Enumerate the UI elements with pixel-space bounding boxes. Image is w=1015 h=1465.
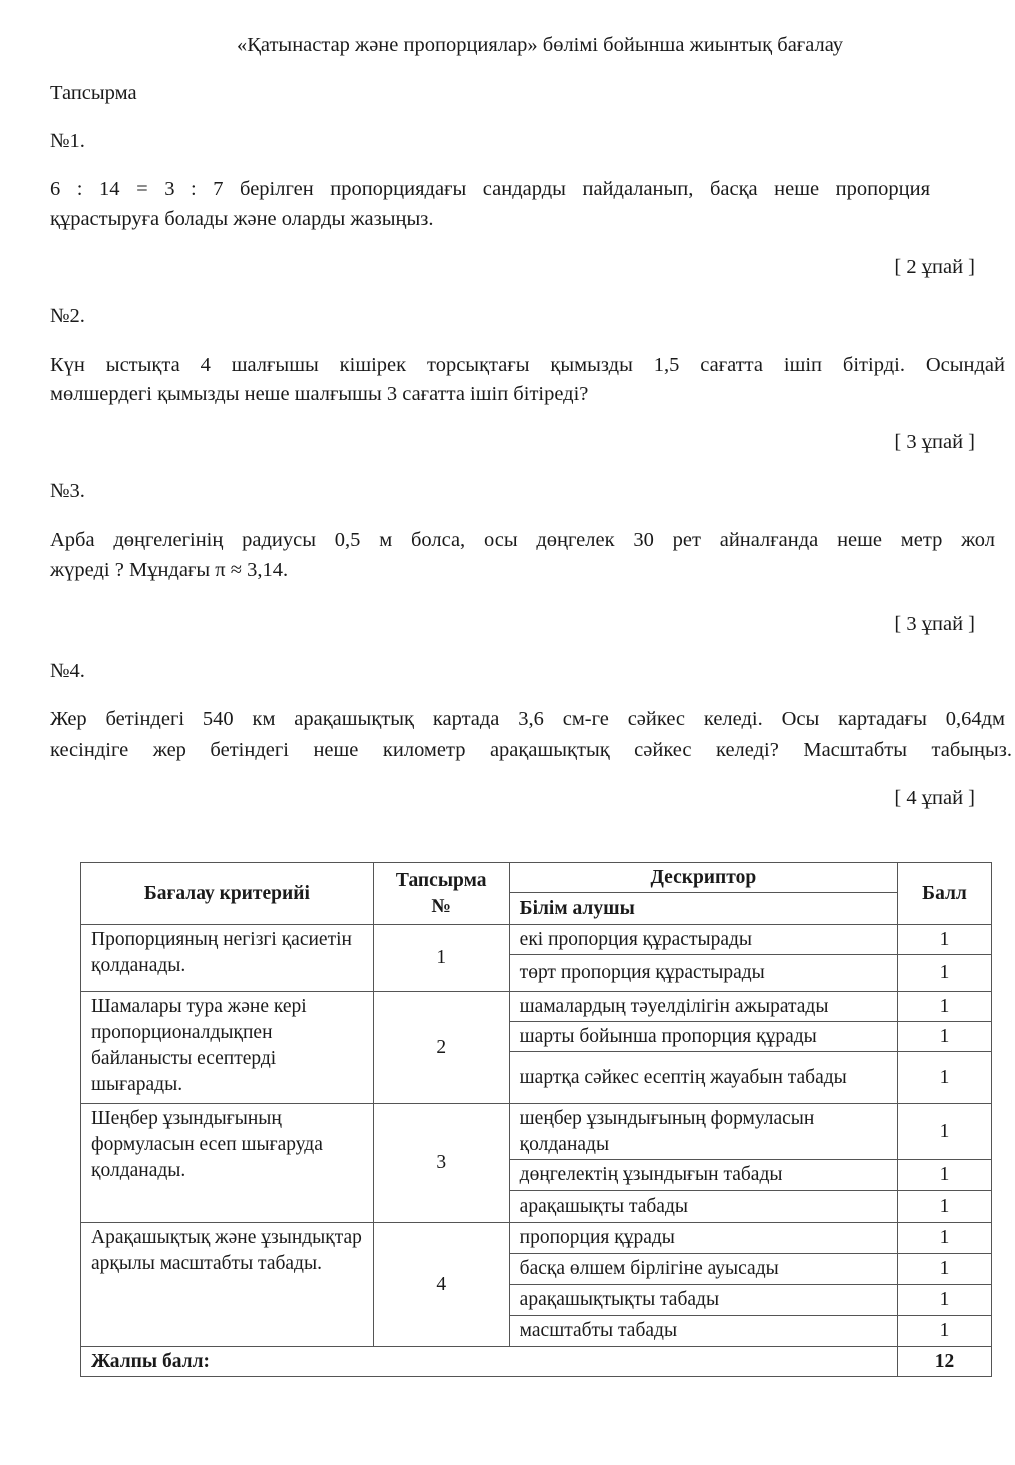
header-score: Балл: [898, 863, 992, 925]
task-text-line: құрастыруға болады және оларды жазыңыз.: [50, 208, 434, 230]
task-points: [ 3 ұпай ]: [894, 431, 975, 453]
score-cell: 1: [898, 925, 992, 955]
score-cell: 1: [898, 1223, 992, 1254]
total-row: [81, 1347, 992, 1377]
table-row: [81, 925, 992, 955]
score-cell: 1: [898, 1285, 992, 1316]
descriptor-cell: арақашықтықты табады: [509, 1285, 897, 1316]
criteria-cell: Пропорцияның негізгі қасиетін қолданады.: [81, 925, 374, 992]
page-title: «Қатынастар және пропорциялар» бөлімі бойынша жиынтық бағалау: [236, 34, 844, 56]
task-points: [ 4 ұпай ]: [894, 787, 975, 809]
descriptor-cell: дөңгелектің ұзындығын табады: [509, 1160, 897, 1191]
header-task: Тапсырма №: [373, 863, 509, 925]
table-row: [81, 992, 992, 1022]
descriptor-cell: шартқа сәйкес есептің жауабын табады: [509, 1052, 897, 1104]
score-cell: 1: [898, 992, 992, 1022]
criteria-cell: Арақашықтық және ұзындықтар арқылы масштабты табады.: [81, 1223, 374, 1347]
task-number-cell: 3: [373, 1104, 509, 1223]
task-number-cell: 2: [373, 992, 509, 1104]
section-label: Тапсырма: [50, 82, 137, 104]
descriptor-cell: пропорция құрады: [509, 1223, 897, 1254]
task-text-line: Арба дөңгелегінің радиусы 0,5 м болса, осы дөңгелек 30 рет айналғанда неше метр жол: [50, 529, 995, 551]
descriptor-cell: арақашықты табады: [509, 1191, 897, 1223]
task-text-line: кесіндіге жер бетіндегі неше километр арақашықтық сәйкес келеді? Масштабты табыңыз.: [50, 739, 1012, 761]
task-number: №3.: [50, 480, 85, 502]
task-number: №1.: [50, 130, 85, 152]
header-criteria: Бағалау критерийі: [81, 863, 374, 925]
score-cell: 1: [898, 1022, 992, 1052]
task-text-line: 6 : 14 = 3 : 7 берілген пропорциядағы сандарды пайдаланып, басқа неше пропорция: [50, 178, 930, 200]
descriptor-cell: басқа өлшем бірлігіне ауысады: [509, 1254, 897, 1285]
score-cell: 1: [898, 1316, 992, 1347]
descriptor-cell: шарты бойынша пропорция құрады: [509, 1022, 897, 1052]
task-text-line: мөлшердегі қымызды неше шалғышы 3 сағатта ішіп бітіреді?: [50, 383, 589, 405]
task-text-line: Жер бетіндегі 540 км арақашықтық картада 3,6 см-ге сәйкес келеді. Осы картадағы 0,64дм: [50, 708, 1005, 730]
task-text-line: жүреді ? Мұндағы π ≈ 3,14.: [50, 559, 289, 581]
task-points: [ 3 ұпай ]: [894, 613, 975, 635]
descriptor-cell: масштабты табады: [509, 1316, 897, 1347]
descriptor-cell: төрт пропорция құрастырады: [509, 955, 897, 992]
score-cell: 1: [898, 1104, 992, 1160]
assessment-table: [80, 862, 992, 1377]
task-text-line: Күн ыстықта 4 шалғышы кішірек торсықтағы қымызды 1,5 сағатта ішіп бітірді. Осындай: [50, 354, 1005, 376]
header-descriptor: Дескриптор: [509, 863, 897, 893]
total-label: Жалпы балл:: [81, 1347, 898, 1377]
task-number-cell: 4: [373, 1223, 509, 1347]
descriptor-cell: шамалардың тәуелділігін ажыратады: [509, 992, 897, 1022]
task-number-cell: 1: [373, 925, 509, 992]
descriptor-cell: шеңбер ұзындығының формуласын қолданады: [509, 1104, 897, 1160]
score-cell: 1: [898, 1191, 992, 1223]
criteria-cell: Шеңбер ұзындығының формуласын есеп шығаруда қолданады.: [81, 1104, 374, 1223]
task-points: [ 2 ұпай ]: [894, 256, 975, 278]
table-row: [81, 1104, 992, 1160]
score-cell: 1: [898, 1254, 992, 1285]
criteria-cell: Шамалары тура және кері пропорционалдықпен байланысты есептерді шығарады.: [81, 992, 374, 1104]
score-cell: 1: [898, 1160, 992, 1191]
score-cell: 1: [898, 1052, 992, 1104]
score-cell: 1: [898, 955, 992, 992]
table-row: [81, 1223, 992, 1254]
total-score: 12: [898, 1347, 992, 1377]
descriptor-cell: екі пропорция құрастырады: [509, 925, 897, 955]
task-number: №4.: [50, 660, 85, 682]
header-learner: Білім алушы: [509, 893, 897, 925]
task-number: №2.: [50, 305, 85, 327]
